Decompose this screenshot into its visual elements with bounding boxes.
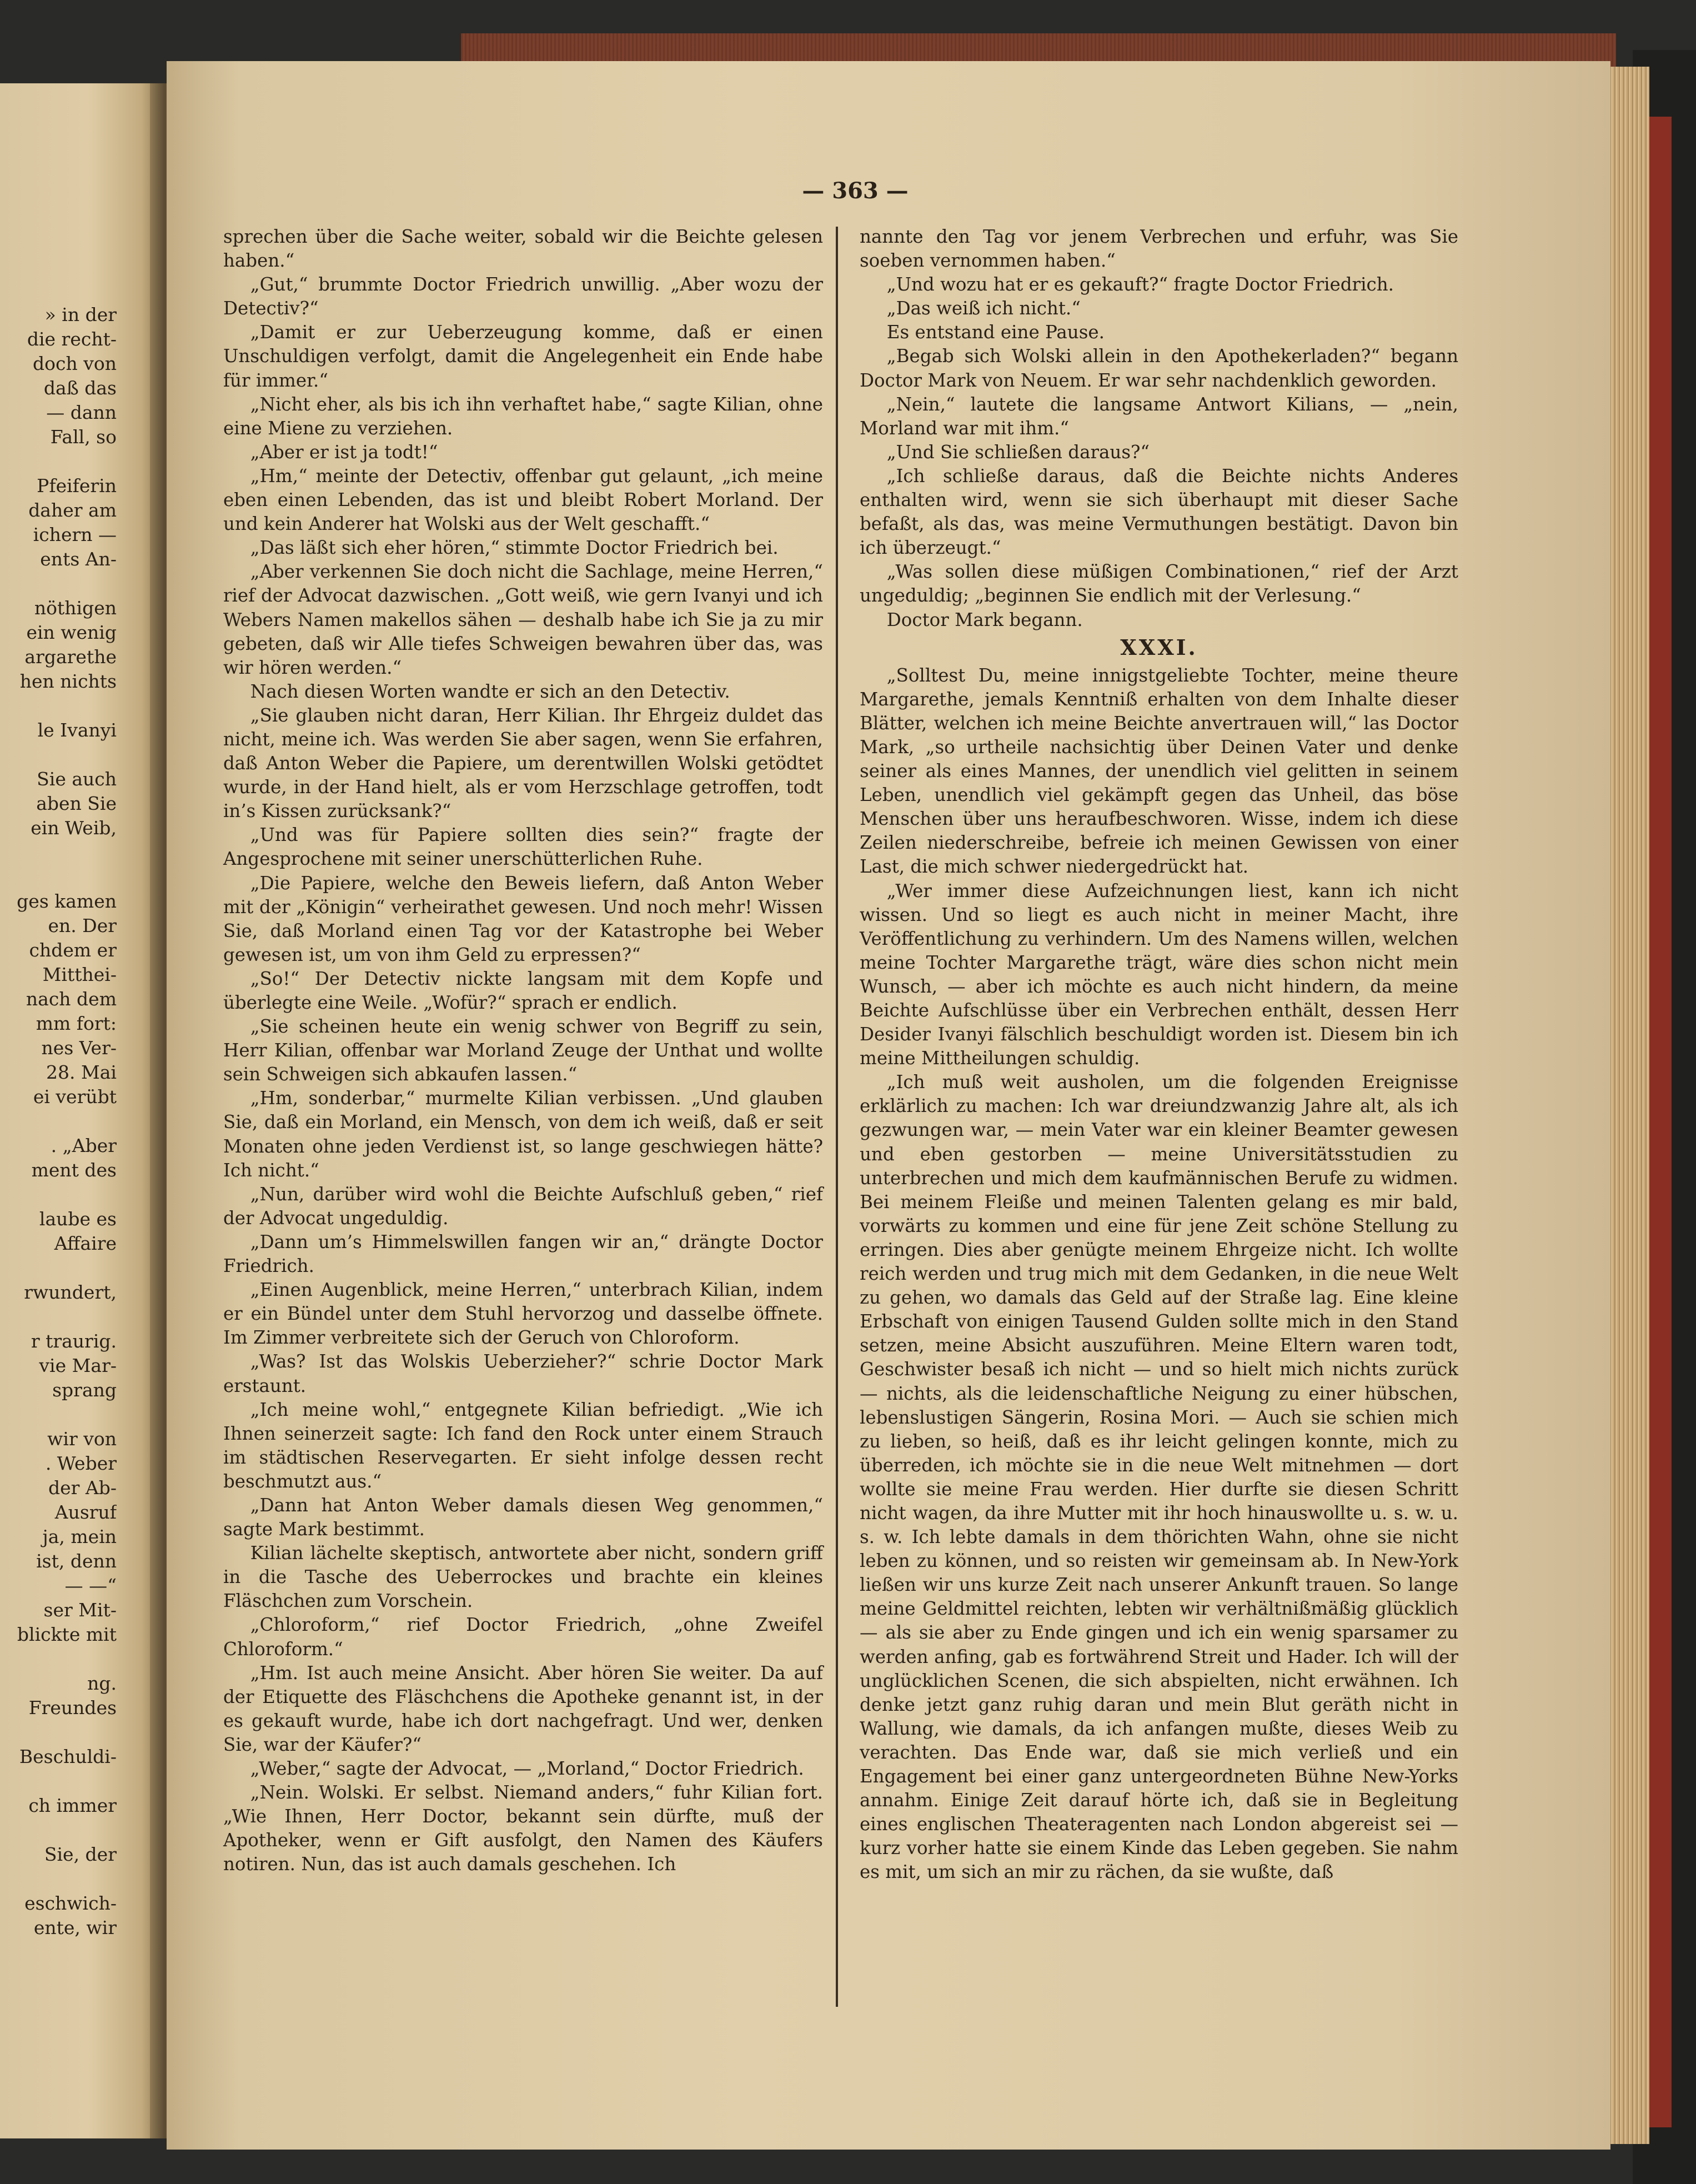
paragraph: „Und wozu hat er es gekauft?“ fragte Doctor Friedrich.: [886, 274, 1394, 295]
left-page-line-fragment: ng.: [87, 1672, 117, 1694]
left-page-line-fragment: laube es: [39, 1208, 117, 1230]
left-page-line-fragment: [0, 1769, 117, 1794]
left-page-line-fragment: vie Mar-: [39, 1355, 117, 1376]
paragraph: „Ich meine wohl,“ entgegnete Kilian befriedigt. „Wie ich Ihnen seinerzeit sagte: Ich fand den Rock unter einem Strauch im städtischen Reservegarten. Er sieht infolge dessen recht beschmutzt aus.“: [223, 1399, 823, 1492]
paragraph: „Aber verkennen Sie doch nicht die Sachlage, meine Herren,“ rief der Advocat dazwischen. „Gott weiß, wie gern Ivanyi und ich Webers Namen makellos sähen — deshalb habe ich Sie ja zu mir gebeten, daß wir Alle tiefes Schweigen bewahren über das, was wir hören werden.“: [223, 561, 823, 678]
left-page-line-fragment: aben Sie: [36, 793, 117, 814]
text-column-right: [860, 225, 1458, 1884]
left-page-line-fragment: [0, 1720, 117, 1745]
left-page-line-fragment: ist, denn: [36, 1550, 117, 1572]
left-page-line-fragment: daher am: [28, 499, 117, 521]
left-page-line-fragment: [0, 449, 117, 474]
left-page-line-fragment: le Ivanyi: [37, 719, 117, 741]
left-page-line-fragment: wir von: [47, 1428, 117, 1450]
text-column-right-chapter-body: [860, 664, 1458, 1885]
left-page-line-fragment: [0, 1402, 117, 1427]
left-page-line-fragment: ch immer: [28, 1795, 117, 1816]
left-page-line-fragment: [0, 865, 117, 889]
left-page: [0, 83, 161, 2138]
column-divider-rule: [836, 227, 838, 2007]
paragraph: „So!“ Der Detectiv nickte langsam mit dem Kopfe und überlegte eine Weile. „Wofür?“ sprach er endlich.: [223, 968, 823, 1013]
left-page-line-fragment: [0, 1183, 117, 1207]
left-page-line-fragment: » in der: [44, 304, 117, 325]
left-page-line-fragment: Sie, der: [44, 1844, 117, 1865]
left-page-line-fragment: eschwich-: [24, 1892, 117, 1914]
paragraph: Kilian lächelte skeptisch, antwortete aber nicht, sondern griff in die Tasche des Ueberrockes und brachte ein kleines Fläschchen zum Vorschein.: [223, 1542, 823, 1612]
paragraph: „Ich muß weit ausholen, um die folgenden Ereignisse erklärlich zu machen: Ich war dreiundzwanzig Jahre alt, als ich gezwungen war, — mein Vater war ein kleiner Beamter gewesen und eben gestorben — meine Universitätsstudien zu unterbrechen und mich dem kaufmännischen Berufe zu widmen. Bei meinem Fleiße und meinen Talenten gelang es mir bald, vorwärts zu kommen und eine für jene Zeit schöne Stellung zu erringen. Dies aber genügte meinem Ehrgeize nicht. Ich wollte reich werden und trug mich mit dem Gedanken, in die neue Welt zu gehen, wo damals das Geld auf der Straße lag. Eine kleine Erbschaft von einigen Tausend Gulden sollte mich in den Stand setzen, meine Absicht auszuführen. Meine Eltern waren todt, Geschwister besaß ich nicht — und so hielt mich nichts zurück — nichts, als die leidenschaftliche Neigung zu einer hübschen, lebenslustigen Sängerin, Rosina Mori. — Auch sie schien mich zu lieben, so heiß, daß es ihr leicht gelingen konnte, mich zu überreden, ich möchte sie in die neue Welt mitnehmen — dort wollte sie meine Frau werden. Hier durfte sie diesen Schritt nicht wagen, da ihre Mutter mit ihr hoch hinauswollte u. s. w. u. s. w. Ich lebte damals in dem thörichten Wahn, ohne sie nicht leben zu können, und so reisten wir gemeinsam ab. In New-York ließen wir uns kurze Zeit nach unserer Ankunft trauen. So lange meine Geldmittel reichten, lebten wir verhältnißmäßig glücklich — als sie aber zu Ende gingen und ich ein wenig sparsamer zu werden anfing, gab es fortwährend Streit und Hader. Ich will der unglücklichen Scenen, die sich abspielten, nicht erwähnen. Ich denke jetzt ganz ruhig daran und mein Blut geräth nicht in Wallung, wie damals, da ich anfangen mußte, dieses Weib zu verachten. Das Ende war, daß sie mich verließ und ein Engagement bei einer ganz untergeordneten Bühne New-Yorks annahm. Einige Zeit darauf hörte ich, daß sie in Begleitung eines englischen Theateragenten nach London abgereist sei — kurz vorher hatte sie einem Kinde das Leben gegeben. Sie nahm es mit, um sich an mir zu rächen, da sie wußte, daß: [860, 1071, 1458, 1883]
left-page-line-fragment: [0, 1305, 117, 1329]
paragraph: „Hm, sonderbar,“ murmelte Kilian verbissen. „Und glauben Sie, daß ein Morland, ein Mensch, von dem ich weiß, daß er seit Monaten ohne jeden Verdienst ist, so lange geschwiegen hätte? Ich nicht.“: [223, 1088, 823, 1181]
left-page-line-fragment: ei verübt: [33, 1086, 117, 1108]
paragraph: „Solltest Du, meine innigstgeliebte Tochter, meine theure Margarethe, jemals Kenntniß erhalten von dem Inhalte dieser Blätter, welchen ich meine Beichte anvertrauen will,“ las Doctor Mark, „so urtheile nachsichtig über Deinen Vater und denke seiner als eines Mannes, der unendlich viel gelitten in seinem Leben, unendlich viel gekämpft gegen das Unheil, das böse Menschen über uns heraufbeschworen. Wisse, indem ich diese Zeilen niederschreibe, befreie ich meinen Gewissen von einer Last, die mich schwer niedergedrückt hat.: [860, 664, 1458, 878]
left-page-text-fragments: [0, 303, 117, 1940]
text-column-left: [223, 225, 823, 1876]
paragraph: „Das weiß ich nicht.“: [886, 298, 1081, 319]
paragraph: „Hm,“ meinte der Detectiv, offenbar gut gelaunt, „ich meine eben einen Lebenden, das ist und bleibt Robert Morland. Der und kein Anderer hat Wolski aus der Welt geschafft.“: [223, 465, 823, 535]
left-page-line-fragment: ja, mein: [42, 1526, 117, 1547]
paragraph: sprechen über die Sache weiter, sobald wir die Beichte gelesen haben.“: [223, 226, 823, 272]
left-page-line-fragment: sprang: [52, 1379, 117, 1401]
paragraph: „Was? Ist das Wolskis Ueberzieher?“ schrie Doctor Mark erstaunt.: [223, 1351, 823, 1396]
paragraph: Es entstand eine Pause.: [886, 322, 1105, 343]
paragraph: nannte den Tag vor jenem Verbrechen und erfuhr, was Sie soeben vernommen haben.“: [860, 226, 1458, 272]
left-page-line-fragment: Affaire: [54, 1233, 117, 1254]
paragraph: „Weber,“ sagte der Advocat, — „Morland,“ Doctor Friedrich.: [250, 1758, 804, 1779]
paragraph: „Nicht eher, als bis ich ihn verhaftet habe,“ sagte Kilian, ohne eine Miene zu verziehen.: [223, 393, 823, 439]
paragraph: „Einen Augenblick, meine Herren,“ unterbrach Kilian, indem er ein Bündel unter dem Stuhl hervorzog und dasselbe öffnete. Im Zimmer verbreitete sich der Geruch von Chloroform.: [223, 1279, 823, 1349]
left-page-line-fragment: nes Ver-: [41, 1037, 117, 1059]
paragraph: „Was sollen diese müßigen Combinationen,“ rief der Arzt ungeduldig; „beginnen Sie endlich mit der Verlesung.“: [860, 561, 1458, 607]
paragraph: „Begab sich Wolski allein in den Apothekerladen?“ begann Doctor Mark von Neuem. Er war sehr nachdenklich geworden.: [860, 345, 1458, 391]
left-page-line-fragment: en. Der: [48, 915, 117, 936]
paragraph: „Die Papiere, welche den Beweis liefern, daß Anton Weber mit der „Königin“ verheirathet gewesen. Und noch mehr! Wissen Sie, daß Morland einen Tag vor der Katastrophe bei Weber gewesen ist, um von ihm Geld zu erpressen?“: [223, 872, 823, 965]
left-page-line-fragment: chdem er: [29, 939, 117, 961]
left-page-line-fragment: [0, 694, 117, 718]
left-page-line-fragment: . Weber: [45, 1452, 117, 1474]
book-cover-spine-edge: [1647, 117, 1672, 2127]
paragraph: „Nein,“ lautete die langsame Antwort Kilians, — „nein, Morland war mit ihm.“: [860, 393, 1458, 439]
left-page-line-fragment: Fall, so: [50, 426, 117, 448]
left-page-line-fragment: ein Weib,: [31, 817, 117, 839]
paragraph: „Nun, darüber wird wohl die Beichte Aufschluß geben,“ rief der Advocat ungeduldig.: [223, 1183, 823, 1229]
left-page-line-fragment: Beschuldi-: [19, 1746, 117, 1767]
paragraph: „Gut,“ brummte Doctor Friedrich unwillig. „Aber wozu der Detectiv?“: [223, 274, 823, 319]
page-number: — 363 —: [802, 178, 909, 204]
left-page-line-fragment: [0, 743, 117, 767]
left-page-line-fragment: ser Mit-: [43, 1599, 117, 1621]
left-page-line-fragment: daß das: [43, 377, 117, 399]
left-page-line-fragment: ents An-: [40, 548, 117, 570]
left-page-line-fragment: Mitthei-: [42, 964, 117, 985]
paragraph: „Und Sie schließen daraus?“: [886, 441, 1150, 463]
left-page-line-fragment: [0, 1647, 117, 1671]
left-page-line-fragment: nöthigen: [34, 597, 117, 619]
left-page-line-fragment: 28. Mai: [46, 1061, 117, 1083]
paragraph: Nach diesen Worten wandte er sich an den Detectiv.: [250, 680, 730, 702]
left-page-line-fragment: ein wenig: [26, 622, 117, 643]
paragraph: „Chloroform,“ rief Doctor Friedrich, „ohne Zweifel Chloroform.“: [223, 1614, 823, 1660]
left-page-line-fragment: rwundert,: [24, 1281, 117, 1303]
paragraph: „Hm. Ist auch meine Ansicht. Aber hören Sie weiter. Da auf der Etiquette des Fläschchens die Apotheke genannt ist, in der es gekauft wurde, habe ich dort nachgefragt. Und wer, denken Sie, war der Käufer?“: [223, 1662, 823, 1755]
left-page-line-fragment: Sie auch: [37, 768, 117, 790]
left-page-line-fragment: die recht-: [27, 328, 117, 350]
left-page-line-fragment: mm fort:: [36, 1013, 117, 1034]
left-page-line-fragment: hen nichts: [19, 670, 117, 692]
left-page-line-fragment: [0, 1256, 117, 1280]
paragraph: „Dann hat Anton Weber damals diesen Weg genommen,“ sagte Mark bestimmt.: [223, 1494, 823, 1540]
left-page-line-fragment: [0, 572, 117, 596]
paragraph: „Ich schließe daraus, daß die Beichte nichts Anderes enthalten wird, wenn sie sich überhaupt mit dieser Sache befaßt, als das, was meine Vermuthungen bestätigt. Davon bin ich überzeugt.“: [860, 465, 1458, 559]
left-page-line-fragment: ente, wir: [33, 1917, 117, 1938]
paragraph: Doctor Mark begann.: [886, 609, 1083, 630]
left-page-line-fragment: r traurig.: [31, 1330, 117, 1352]
paragraph: „Aber er ist ja todt!“: [250, 441, 438, 463]
paragraph: „Das läßt sich eher hören,“ stimmte Doctor Friedrich bei.: [250, 537, 779, 559]
paragraph: „Sie scheinen heute ein wenig schwer von Begriff zu sein, Herr Kilian, offenbar war Morland Zeuge der Unthat und wollte sein Schweigen sich abkaufen lassen.“: [223, 1016, 823, 1085]
left-page-line-fragment: der Ab-: [48, 1477, 117, 1499]
left-page-line-fragment: [0, 840, 117, 865]
left-page-line-fragment: Ausruf: [54, 1501, 117, 1523]
left-page-line-fragment: ges kamen: [17, 890, 117, 912]
left-page-line-fragment: . „Aber: [51, 1135, 117, 1156]
left-page-line-fragment: Pfeiferin: [37, 475, 117, 497]
left-page-line-fragment: nach dem: [26, 988, 117, 1010]
left-page-line-fragment: [0, 1867, 117, 1891]
paragraph: „Und was für Papiere sollten dies sein?“ fragte der Angesprochene mit seiner unerschütterlichen Ruhe.: [223, 824, 823, 870]
left-page-line-fragment: ment des: [31, 1159, 117, 1181]
paragraph: „Sie glauben nicht daran, Herr Kilian. Ihr Ehrgeiz duldet das nicht, meine ich. Was werden Sie aber sagen, wenn Sie erfahren, daß Anton Weber die Papiere, um derentwillen Wolski getödtet wurde, in der Hand hielt, als er vom Herzschlage getroffen, todt in’s Kissen zurücksank?“: [223, 704, 823, 822]
left-page-line-fragment: [0, 1818, 117, 1842]
text-column-right-before-chapter: [860, 225, 1458, 632]
left-page-line-fragment: argarethe: [24, 646, 117, 668]
left-page-line-fragment: doch von: [33, 353, 117, 374]
paragraph: „Nein. Wolski. Er selbst. Niemand anders,“ fuhr Kilian fort. „Wie Ihnen, Herr Doctor, bekannt sein dürfte, muß der Apotheker, wenn er Gift ausfolgt, den Namen des Käufers notiren. Nun, das ist auch damals geschehen. Ich: [223, 1782, 823, 1875]
left-page-line-fragment: Freundes: [28, 1697, 117, 1719]
paragraph: „Dann um’s Himmelswillen fangen wir an,“ drängte Doctor Friedrich.: [223, 1231, 823, 1277]
left-page-line-fragment: blickte mit: [17, 1624, 117, 1645]
left-page-line-fragment: [0, 1109, 117, 1134]
paragraph: „Wer immer diese Aufzeichnungen liest, kann ich nicht wissen. Und so liegt es auch nicht in meiner Macht, ihre Veröffentlichung zu verhindern. Um des Namens willen, welchen meine Tochter Margarethe trägt, wäre dies schon nicht mein Wunsch, — aber ich möchte es auch nicht hindern, da meine Beichte Aufschlüsse über ein Verbrechen enthält, dessen Herr Desider Ivanyi fälschlich beschuldigt worden ist. Diesem bin ich meine Mittheilungen schuldig.: [860, 880, 1458, 1069]
left-page-line-fragment: — dann: [46, 402, 117, 423]
left-page-line-fragment: — —“: [64, 1575, 117, 1596]
left-page-line-fragment: ichern —: [33, 524, 117, 545]
chapter-heading: XXXI.: [1120, 634, 1198, 660]
paragraph: „Damit er zur Ueberzeugung komme, daß er einen Unschuldigen verfolgt, damit die Angelegenheit ein Ende habe für immer.“: [223, 322, 823, 391]
